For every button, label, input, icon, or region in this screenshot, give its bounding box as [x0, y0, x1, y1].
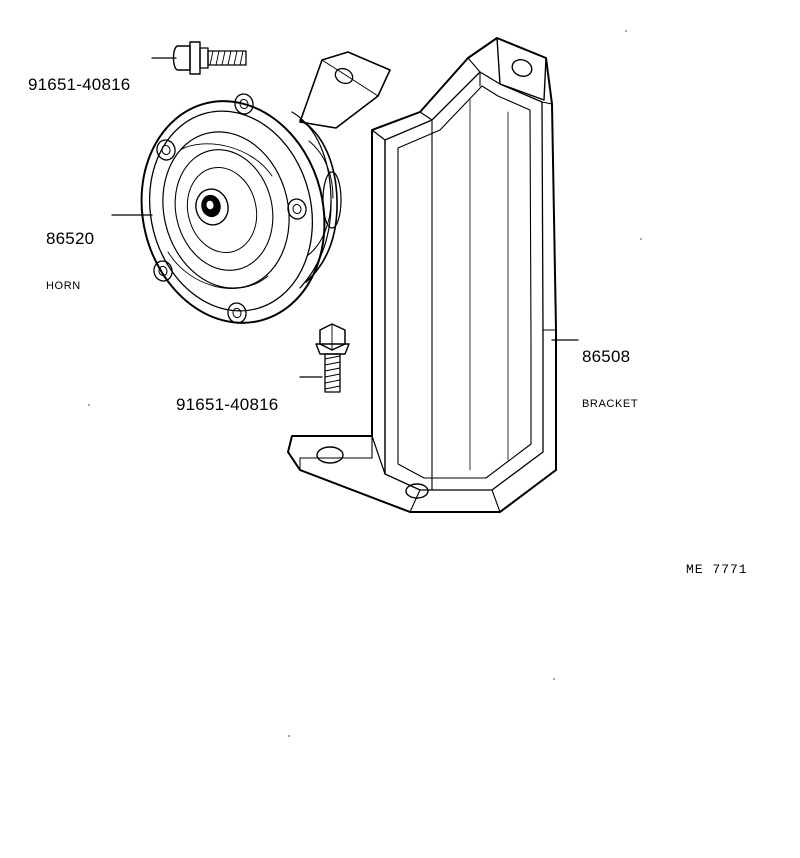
scan-speck — [88, 404, 90, 406]
label-bracket-code: 86508 — [582, 346, 631, 366]
bolt-upper-part — [152, 42, 246, 74]
horn-part — [119, 52, 390, 342]
label-bracket — [582, 314, 638, 444]
bracket-part — [288, 38, 578, 512]
label-horn-code: 86520 — [46, 228, 95, 248]
label-bolt-upper — [28, 42, 130, 127]
label-horn-name: HORN — [46, 280, 81, 293]
scan-speck — [288, 735, 290, 737]
scan-speck — [625, 30, 627, 32]
label-bolt-lower — [176, 362, 278, 447]
figure-code: ME 7771 — [686, 562, 748, 577]
scan-speck — [640, 238, 642, 240]
bolt-lower-part — [300, 324, 349, 392]
label-horn — [46, 196, 94, 326]
scan-speck — [553, 678, 555, 680]
label-bolt-lower-code: 91651-40816 — [176, 394, 279, 414]
label-bracket-name: BRACKET — [582, 398, 639, 411]
label-bolt-upper-code: 91651-40816 — [28, 74, 131, 94]
